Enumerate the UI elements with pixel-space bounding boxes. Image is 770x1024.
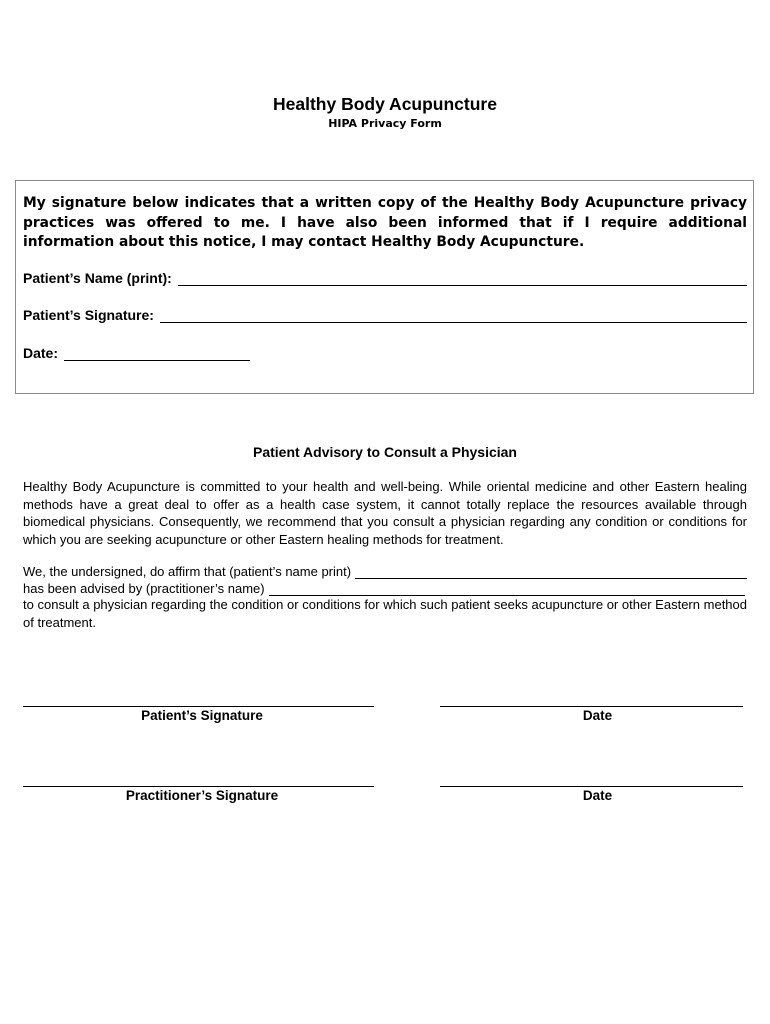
patient-name-label: Patient’s Name (print): [23,270,172,286]
affirm-patient-row [23,562,747,579]
affirm-practitioner-row [23,579,745,596]
patient-name-field [23,270,747,286]
patient-signature-field [23,307,747,323]
date-label: Date: [23,345,59,361]
patient-date-caption: Date [582,708,613,723]
date-input-line[interactable] [64,346,250,361]
document-subtitle: HIPA Privacy Form [328,117,442,130]
patient-signature-caption: Patient’s Signature [141,708,263,723]
patient-signature-line[interactable] [23,706,374,707]
patient-signature-input-line[interactable] [160,308,747,323]
practitioner-date-line[interactable] [440,786,743,787]
affirm-practitioner-input-line[interactable] [269,583,745,596]
affirm-practitioner-label: has been advised by (practitioner’s name) [23,581,265,596]
affirm-continuation: to consult a physician regarding the condition or conditions for which such patient seeks acupuncture or other Eastern method of treatment. [23,597,747,630]
patient-date-line[interactable] [440,706,743,707]
patient-signature-label: Patient’s Signature: [23,307,154,323]
document-title: Healthy Body Acupuncture [273,94,497,114]
advisory-heading: Patient Advisory to Consult a Physician [253,444,517,460]
patient-name-input-line[interactable] [178,271,747,286]
advisory-paragraph: Healthy Body Acupuncture is committed to your health and well-being. While oriental medicine and other Eastern healing methods have a great deal to offer as a health case system, it cannot totally replace the resources available through biomedical physicians. Consequently, we recommend that you consult a physician regarding any condition or conditions for which you are seeking acupuncture or other Eastern healing methods for treatment. [23,479,747,547]
practitioner-signature-line[interactable] [23,786,374,787]
practitioner-date-caption: Date [582,788,613,803]
consent-statement: My signature below indicates that a written copy of the Healthy Body Acupuncture privacy practices was offered to me. I have also been informed that if I require additional information about this notice, I may contact Healthy Body Acupuncture. [23,195,747,250]
practitioner-signature-caption: Practitioner’s Signature [125,788,279,803]
date-field [23,345,250,361]
affirm-patient-input-line[interactable] [355,566,747,579]
affirm-patient-label: We, the undersigned, do affirm that (patient’s name print) [23,564,352,579]
